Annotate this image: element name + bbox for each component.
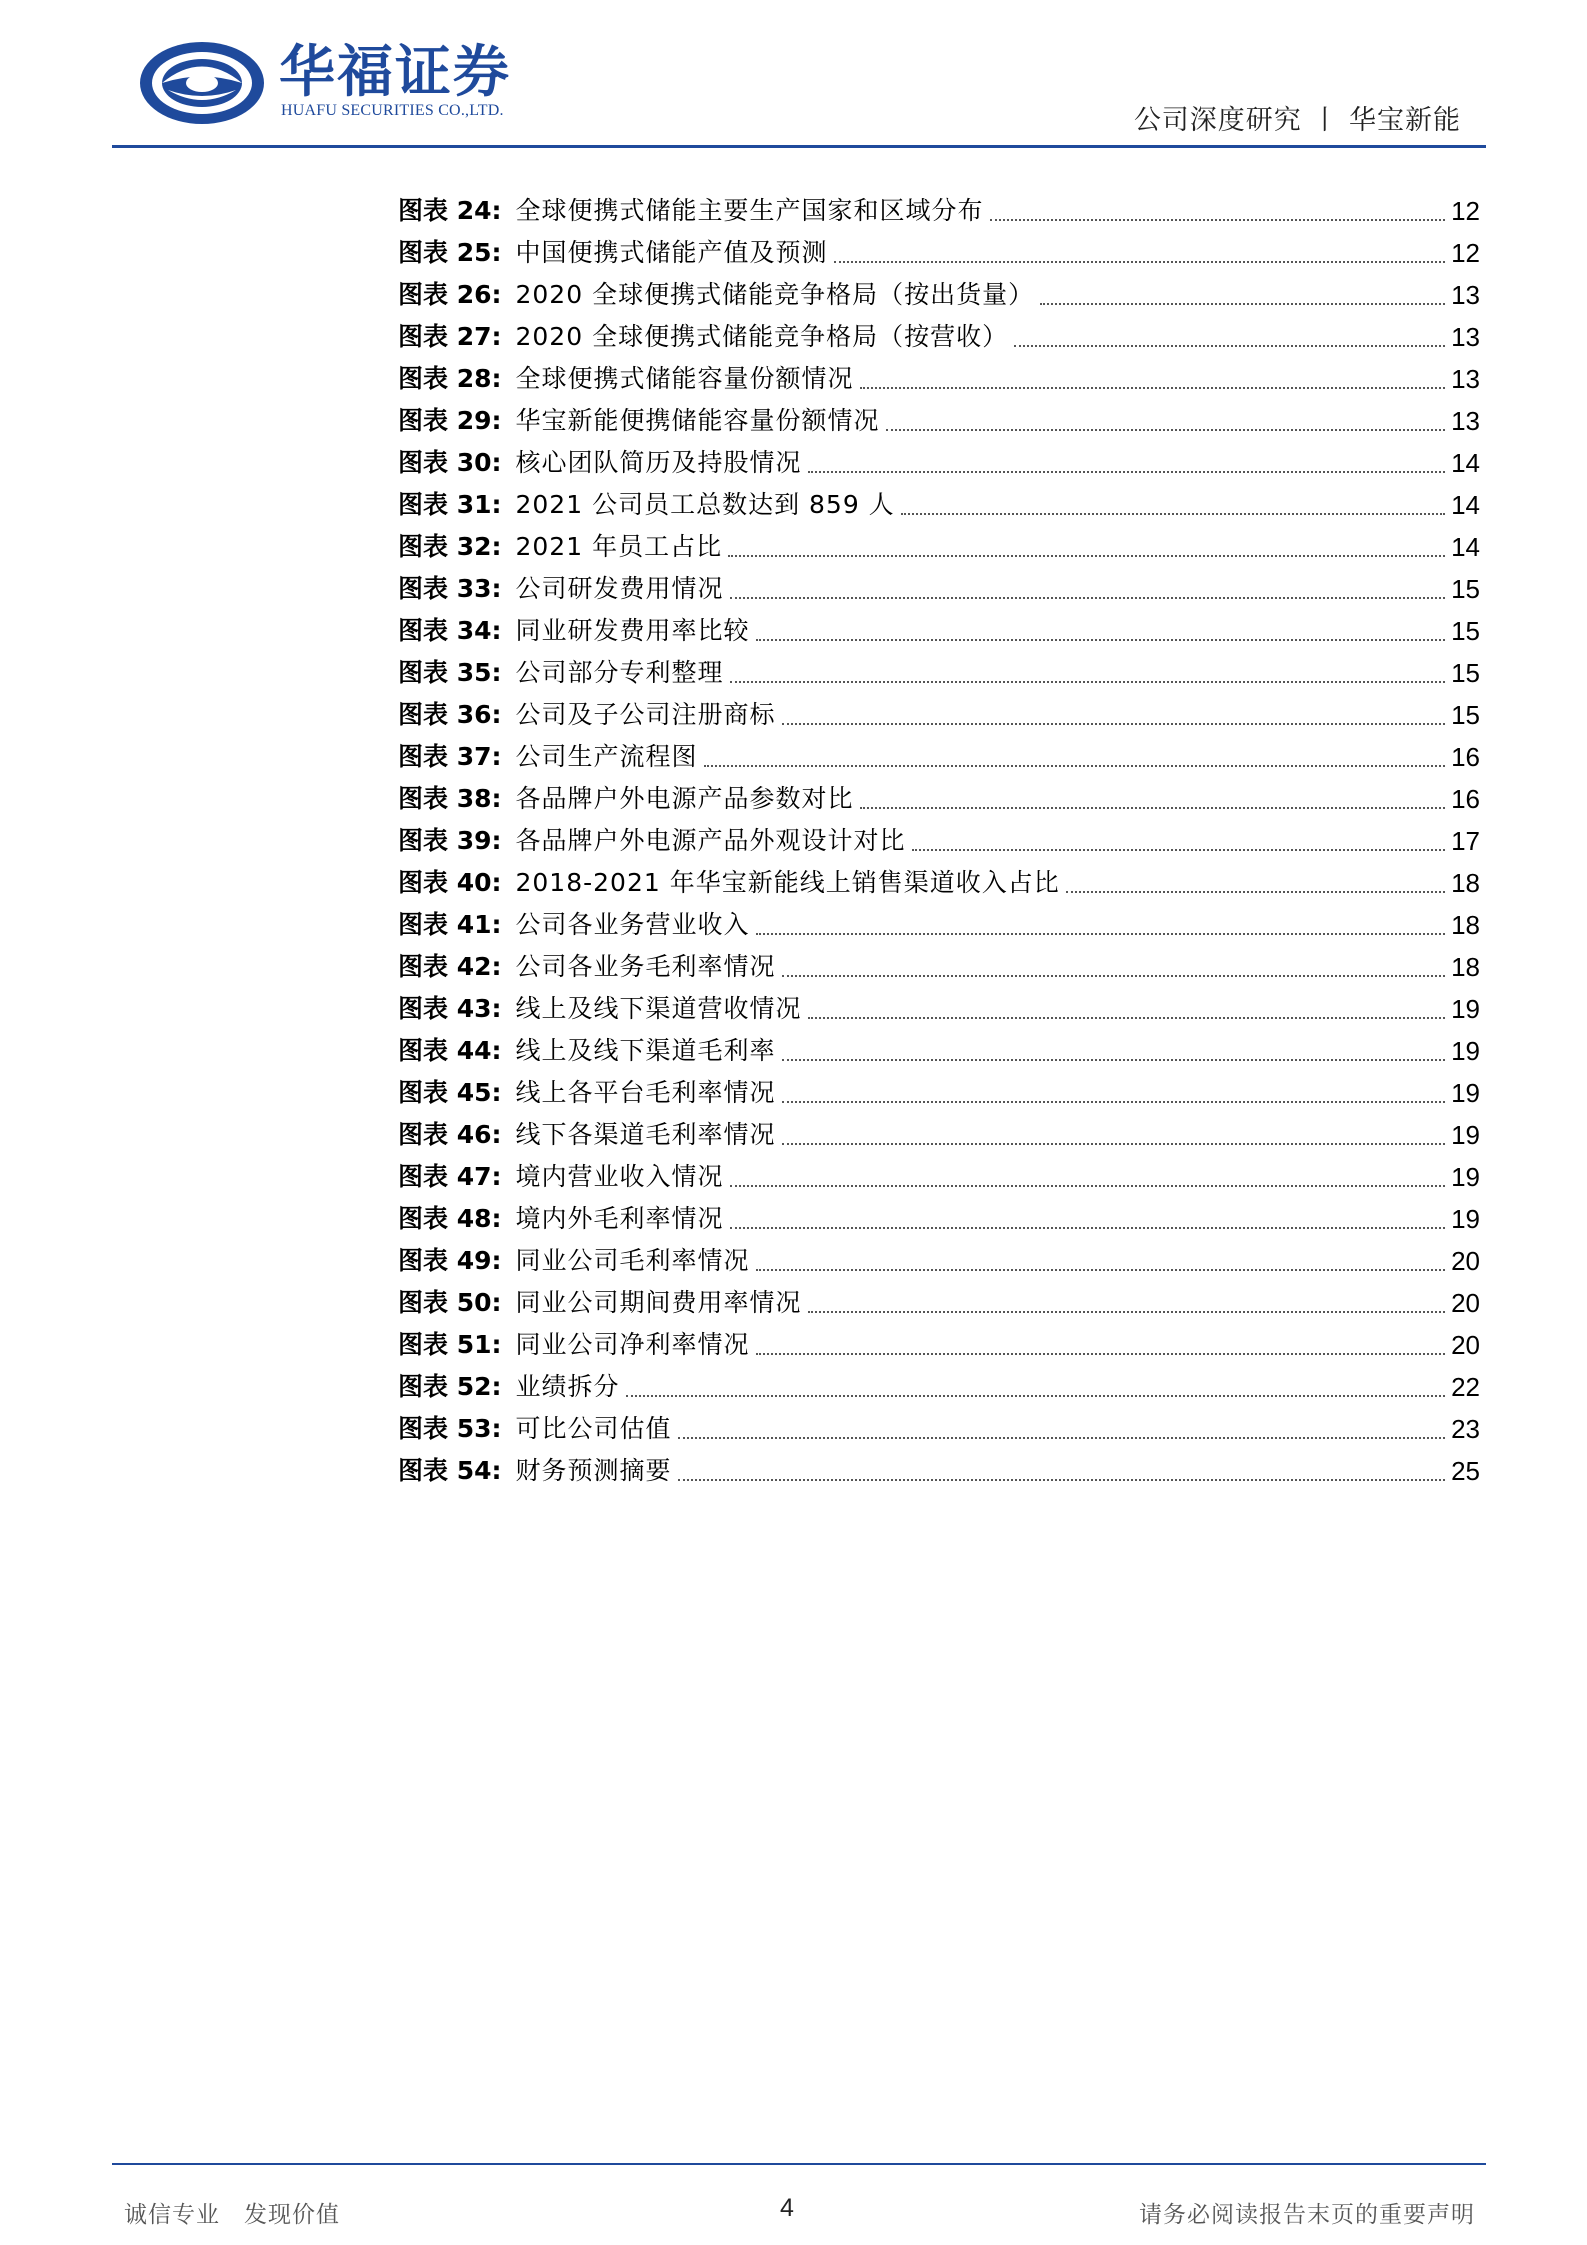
toc-entry-page: 23 [1451,1414,1480,1444]
toc-entry-label: 图表 51: [398,1330,502,1359]
footer-motto-1: 诚信专业 [124,2202,220,2228]
toc-entry-label: 图表 52: [398,1372,502,1401]
toc-entry-label: 图表 44: [398,1036,502,1065]
toc-entry-title: 同业公司净利率情况 [515,1330,750,1359]
toc-entry[interactable] [398,652,1480,694]
toc-entry-label: 图表 30: [398,448,502,477]
toc-entry-title: 各品牌户外电源产品参数对比 [515,784,854,813]
toc-entry[interactable] [398,1114,1480,1156]
toc-entry-label: 图表 38: [398,784,502,813]
toc-entry-label: 图表 35: [398,658,502,687]
toc-entry[interactable] [398,316,1480,358]
toc-entry-label: 图表 48: [398,1204,502,1233]
toc-entry-label: 图表 40: [398,868,502,897]
toc-entry-label: 图表 25: [398,238,502,267]
toc-entry[interactable] [398,694,1480,736]
toc-entry[interactable] [398,1450,1480,1492]
toc-entry-label: 图表 46: [398,1120,502,1149]
toc-entry-title: 各品牌户外电源产品外观设计对比 [515,826,906,855]
toc-entry-page: 15 [1451,658,1480,688]
toc-entry-page: 19 [1451,1078,1480,1108]
toc-entry-label: 图表 39: [398,826,502,855]
toc-entry[interactable] [398,1030,1480,1072]
toc-leader-dots [678,1479,1446,1481]
toc-entry-page: 16 [1451,742,1480,772]
toc-entry-page: 15 [1451,616,1480,646]
huafu-logo-icon [138,40,266,126]
toc-entry-label: 图表 33: [398,574,502,603]
toc-entry-title: 线下各渠道毛利率情况 [515,1120,776,1149]
toc-entry-label: 图表 36: [398,700,502,729]
toc-entry-title: 境内营业收入情况 [515,1162,724,1191]
toc-entry-title: 2018-2021 年华宝新能线上销售渠道收入占比 [515,868,1060,897]
toc-entry-title: 中国便携式储能产值及预测 [515,238,828,267]
toc-entry[interactable] [398,400,1480,442]
toc-leader-dots [808,471,1446,473]
toc-entry-title: 同业研发费用率比较 [515,616,750,645]
toc-entry-title: 财务预测摘要 [515,1456,672,1485]
toc-entry-page: 22 [1451,1372,1480,1402]
toc-entry-title: 公司生产流程图 [515,742,698,771]
toc-leader-dots [912,849,1446,851]
toc-entry-page: 13 [1451,406,1480,436]
report-header-title [1134,98,1461,137]
toc-entry-label: 图表 53: [398,1414,502,1443]
toc-leader-dots [782,975,1446,977]
toc-entry[interactable] [398,1198,1480,1240]
toc-entry-page: 19 [1451,1120,1480,1150]
toc-entry-page: 25 [1451,1456,1480,1486]
toc-entry-label: 图表 43: [398,994,502,1023]
toc-entry-page: 20 [1451,1330,1480,1360]
company-logo [138,38,558,128]
toc-leader-dots [901,513,1445,515]
footer-motto [124,2196,340,2229]
toc-leader-dots [782,1101,1446,1103]
toc-leader-dots [782,1059,1446,1061]
toc-entry-title: 同业公司毛利率情况 [515,1246,750,1275]
toc-leader-dots [1066,891,1445,893]
toc-entry-label: 图表 41: [398,910,502,939]
toc-entry-page: 18 [1451,910,1480,940]
toc-leader-dots [730,597,1446,599]
toc-entry[interactable] [398,190,1480,232]
toc-entry-page: 19 [1451,1204,1480,1234]
toc-entry-title: 同业公司期间费用率情况 [515,1288,802,1317]
toc-entry[interactable] [398,862,1480,904]
toc-entry[interactable] [398,610,1480,652]
toc-entry[interactable] [398,1408,1480,1450]
toc-entry-label: 图表 42: [398,952,502,981]
toc-entry-title: 全球便携式储能主要生产国家和区域分布 [515,196,984,225]
toc-entry-title: 公司及子公司注册商标 [515,700,776,729]
toc-entry-title: 线上及线下渠道营收情况 [515,994,802,1023]
toc-leader-dots [886,429,1446,431]
toc-entry-page: 20 [1451,1288,1480,1318]
toc-entry-page: 18 [1451,868,1480,898]
toc-entry-title: 可比公司估值 [515,1414,672,1443]
toc-entry-label: 图表 28: [398,364,502,393]
toc-entry-title: 核心团队简历及持股情况 [515,448,802,477]
toc-entry-label: 图表 37: [398,742,502,771]
toc-entry[interactable] [398,988,1480,1030]
toc-entry[interactable] [398,526,1480,568]
toc-leader-dots [782,1143,1446,1145]
toc-entry-page: 13 [1451,364,1480,394]
toc-entry-label: 图表 24: [398,196,502,225]
toc-leader-dots [860,807,1446,809]
toc-entry-title: 业绩拆分 [515,1372,620,1401]
toc-entry[interactable] [398,1324,1480,1366]
toc-leader-dots [756,933,1446,935]
report-type: 公司深度研究 [1133,105,1302,136]
toc-entry-label: 图表 54: [398,1456,502,1485]
toc-entry[interactable] [398,778,1480,820]
toc-leader-dots [834,261,1446,263]
toc-entry-page: 17 [1451,826,1480,856]
toc-entry-title: 公司研发费用情况 [515,574,724,603]
footer-motto-2: 发现价值 [244,2202,340,2228]
toc-entry-page: 14 [1451,490,1480,520]
toc-entry-title: 线上各平台毛利率情况 [515,1078,776,1107]
toc-entry-label: 图表 47: [398,1162,502,1191]
toc-entry-label: 图表 49: [398,1246,502,1275]
toc-entry-label: 图表 34: [398,616,502,645]
toc-entry-title: 华宝新能便携储能容量份额情况 [515,406,880,435]
toc-entry-page: 12 [1451,196,1480,226]
toc-leader-dots [626,1395,1446,1397]
toc-entry[interactable] [398,736,1480,778]
toc-entry-label: 图表 45: [398,1078,502,1107]
toc-entry-page: 13 [1451,322,1480,352]
toc-entry[interactable] [398,820,1480,862]
toc-entry[interactable] [398,358,1480,400]
toc-entry-page: 14 [1451,448,1480,478]
page-number: 4 [780,2194,794,2222]
toc-entry[interactable] [398,1240,1480,1282]
footer-rule [112,2163,1486,2165]
toc-entry-page: 15 [1451,574,1480,604]
toc-entry-label: 图表 31: [398,490,502,519]
toc-leader-dots [808,1017,1446,1019]
toc-entry-title: 2020 全球便携式储能竞争格局（按出货量） [515,280,1035,309]
toc-leader-dots [1014,345,1445,347]
toc-entry[interactable] [398,946,1480,988]
toc-entry[interactable] [398,484,1480,526]
toc-entry-label: 图表 29: [398,406,502,435]
toc-entry-title: 全球便携式储能容量份额情况 [515,364,854,393]
toc-leader-dots [730,681,1446,683]
toc-leader-dots [704,765,1446,767]
toc-entry-title: 公司部分专利整理 [515,658,724,687]
toc-entry[interactable] [398,1282,1480,1324]
toc-entry-label: 图表 50: [398,1288,502,1317]
toc-leader-dots [728,555,1445,557]
toc-entry-page: 20 [1451,1246,1480,1276]
toc-leader-dots [678,1437,1446,1439]
toc-entry-title: 2020 全球便携式储能竞争格局（按营收） [515,322,1009,351]
toc-entry[interactable] [398,1156,1480,1198]
toc-entry-page: 15 [1451,700,1480,730]
toc-entry-page: 19 [1451,994,1480,1024]
toc-leader-dots [730,1227,1446,1229]
logo-english-name: HUAFU SECURITIES CO.,LTD. [281,102,504,119]
toc-entry-title: 公司各业务营业收入 [515,910,750,939]
toc-entry-page: 18 [1451,952,1480,982]
toc-entry-page: 19 [1451,1162,1480,1192]
toc-leader-dots [808,1311,1446,1313]
toc-entry[interactable] [398,568,1480,610]
toc-entry[interactable] [398,1366,1480,1408]
toc-leader-dots [860,387,1446,389]
footer-disclaimer: 请务必阅读报告末页的重要声明 [1139,2202,1475,2228]
toc-leader-dots [756,1269,1446,1271]
toc-leader-dots [990,219,1446,221]
toc-entry-title: 2021 公司员工总数达到 859 人 [515,490,895,519]
toc-entry-page: 19 [1451,1036,1480,1066]
toc-entry-page: 14 [1451,532,1480,562]
logo-chinese-name: 华福证券 [279,39,511,105]
toc-leader-dots [756,1353,1446,1355]
toc-entry-title: 公司各业务毛利率情况 [515,952,776,981]
table-of-figures [398,190,1480,1492]
toc-leader-dots [756,639,1446,641]
toc-entry[interactable] [398,232,1480,274]
toc-entry[interactable] [398,1072,1480,1114]
toc-entry[interactable] [398,904,1480,946]
toc-entry-page: 13 [1451,280,1480,310]
toc-entry-page: 16 [1451,784,1480,814]
header-divider: 丨 [1311,105,1340,136]
toc-entry-label: 图表 27: [398,322,502,351]
toc-leader-dots [1040,303,1445,305]
toc-leader-dots [730,1185,1446,1187]
toc-entry-page: 12 [1451,238,1480,268]
company-name: 华宝新能 [1349,105,1461,136]
toc-entry-title: 线上及线下渠道毛利率 [515,1036,776,1065]
toc-entry-title: 2021 年员工占比 [515,532,723,561]
toc-leader-dots [782,723,1446,725]
header-rule [112,145,1486,148]
toc-entry-label: 图表 32: [398,532,502,561]
toc-entry[interactable] [398,274,1480,316]
toc-entry-title: 境内外毛利率情况 [515,1204,724,1233]
toc-entry[interactable] [398,442,1480,484]
toc-entry-label: 图表 26: [398,280,502,309]
